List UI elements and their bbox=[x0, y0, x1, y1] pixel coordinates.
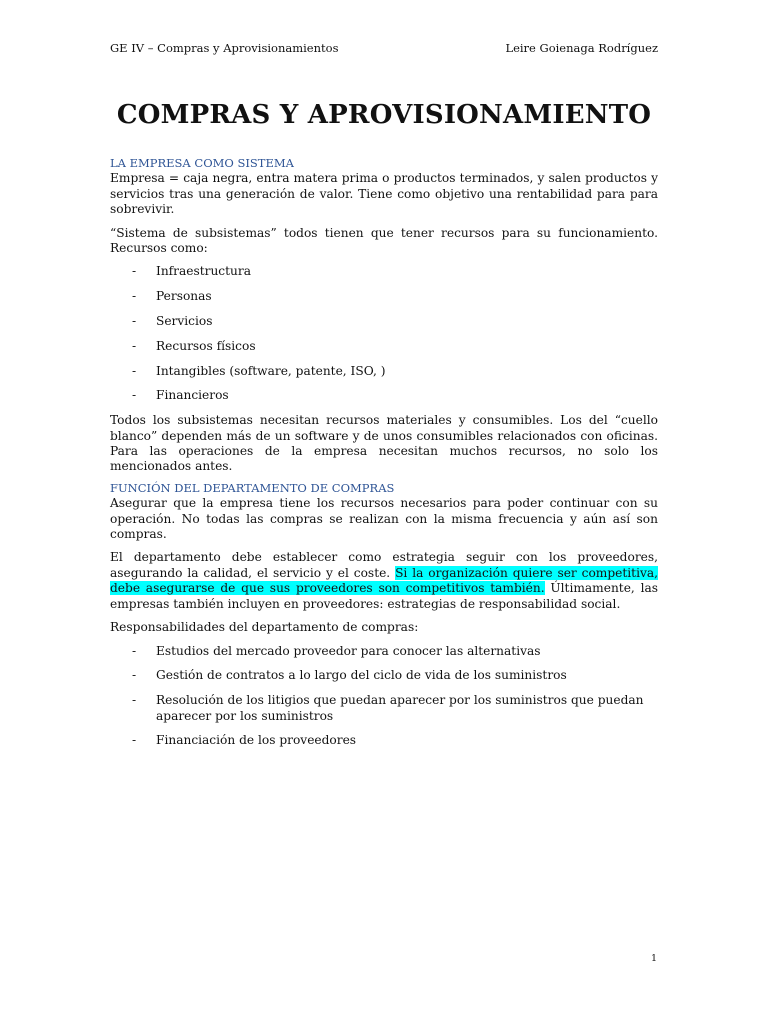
list-item bbox=[110, 289, 658, 304]
resources-list bbox=[110, 264, 658, 403]
list-item-text: Servicios bbox=[156, 314, 213, 329]
page-header bbox=[110, 40, 658, 56]
header-author: Leire Goienaga Rodríguez bbox=[505, 41, 658, 55]
list-item bbox=[110, 644, 658, 659]
list-item bbox=[110, 693, 658, 724]
paragraph: Empresa = caja negra, entra matera prima o productos terminados, y salen productos y servicios tras una generación de valor. Tiene como objetivo una rentabilidad para para sobrevivir. bbox=[110, 171, 658, 217]
paragraph: “Sistema de subsistemas” todos tienen que tener recursos para su funcionamiento. Recursos como: bbox=[110, 225, 658, 256]
list-item bbox=[110, 314, 658, 329]
paragraph: Todos los subsistemas necesitan recursos materiales y consumibles. Los del “cuello blanco” dependen más de un software y de unos consumibles relacionados con oficinas. Para las operaciones de la empresa necesitan muchos recursos, no solo los mencionados antes. bbox=[110, 413, 658, 474]
list-item-text: Recursos físicos bbox=[156, 338, 256, 353]
list-dash: - bbox=[132, 733, 137, 748]
list-item-text: Intangibles (software, patente, ISO, ) bbox=[156, 363, 386, 378]
paragraph-text: Últimamente, las empresas también incluyen en proveedores: estrategias de responsabilidad social. bbox=[110, 581, 658, 611]
paragraph-with-highlight bbox=[110, 550, 658, 612]
document-body bbox=[110, 156, 658, 758]
paragraph-text: El departamento debe establecer como estrategia seguir con los proveedores, asegurando la calidad, el servicio y el coste. bbox=[110, 550, 658, 580]
responsibilities-list bbox=[110, 644, 658, 749]
list-item bbox=[110, 668, 658, 683]
list-item-text: Estudios del mercado proveedor para conocer las alternativas bbox=[156, 643, 541, 658]
paragraph: Asegurar que la empresa tiene los recursos necesarios para poder continuar con su operación. No todas las compras se realizan con la misma frecuencia y aún así son compras. bbox=[110, 496, 658, 542]
list-dash: - bbox=[132, 668, 137, 683]
header-course-title: GE IV – Compras y Aprovisionamientos bbox=[110, 41, 339, 55]
document-title: COMPRAS Y APROVISIONAMIENTO bbox=[116, 100, 652, 130]
page-number: 1 bbox=[651, 953, 658, 964]
section-heading-funcion-compras: FUNCIÓN DEL DEPARTAMENTO DE COMPRAS bbox=[110, 480, 395, 495]
list-dash: - bbox=[132, 314, 137, 329]
list-item bbox=[110, 388, 658, 403]
list-dash: - bbox=[132, 289, 137, 304]
list-item bbox=[110, 733, 658, 748]
list-item-text: Gestión de contratos a lo largo del ciclo de vida de los suministros bbox=[156, 668, 567, 683]
list-item bbox=[110, 364, 658, 379]
highlighted-text: Si la organización quiere ser competitiva, debe asegurarse de que sus proveedores son competitivos también. bbox=[110, 565, 658, 596]
list-dash: - bbox=[132, 388, 137, 403]
section-heading-empresa-sistema: LA EMPRESA COMO SISTEMA bbox=[110, 156, 294, 170]
list-dash: - bbox=[132, 643, 137, 658]
list-item-text: Personas bbox=[156, 289, 212, 304]
list-item-text: Financiación de los proveedores bbox=[156, 733, 357, 748]
list-item-text: Resolución de los litigios que puedan aparecer por los suministros que puedan aparecer por los suministros bbox=[156, 693, 644, 723]
list-item bbox=[110, 339, 658, 354]
list-dash: - bbox=[132, 264, 137, 279]
paragraph: Responsabilidades del departamento de compras: bbox=[110, 620, 419, 635]
list-dash: - bbox=[132, 693, 137, 708]
list-dash: - bbox=[132, 338, 137, 353]
list-item-text: Infraestructura bbox=[156, 264, 251, 279]
list-item bbox=[110, 264, 658, 279]
list-dash: - bbox=[132, 363, 137, 378]
list-item-text: Financieros bbox=[156, 388, 229, 403]
